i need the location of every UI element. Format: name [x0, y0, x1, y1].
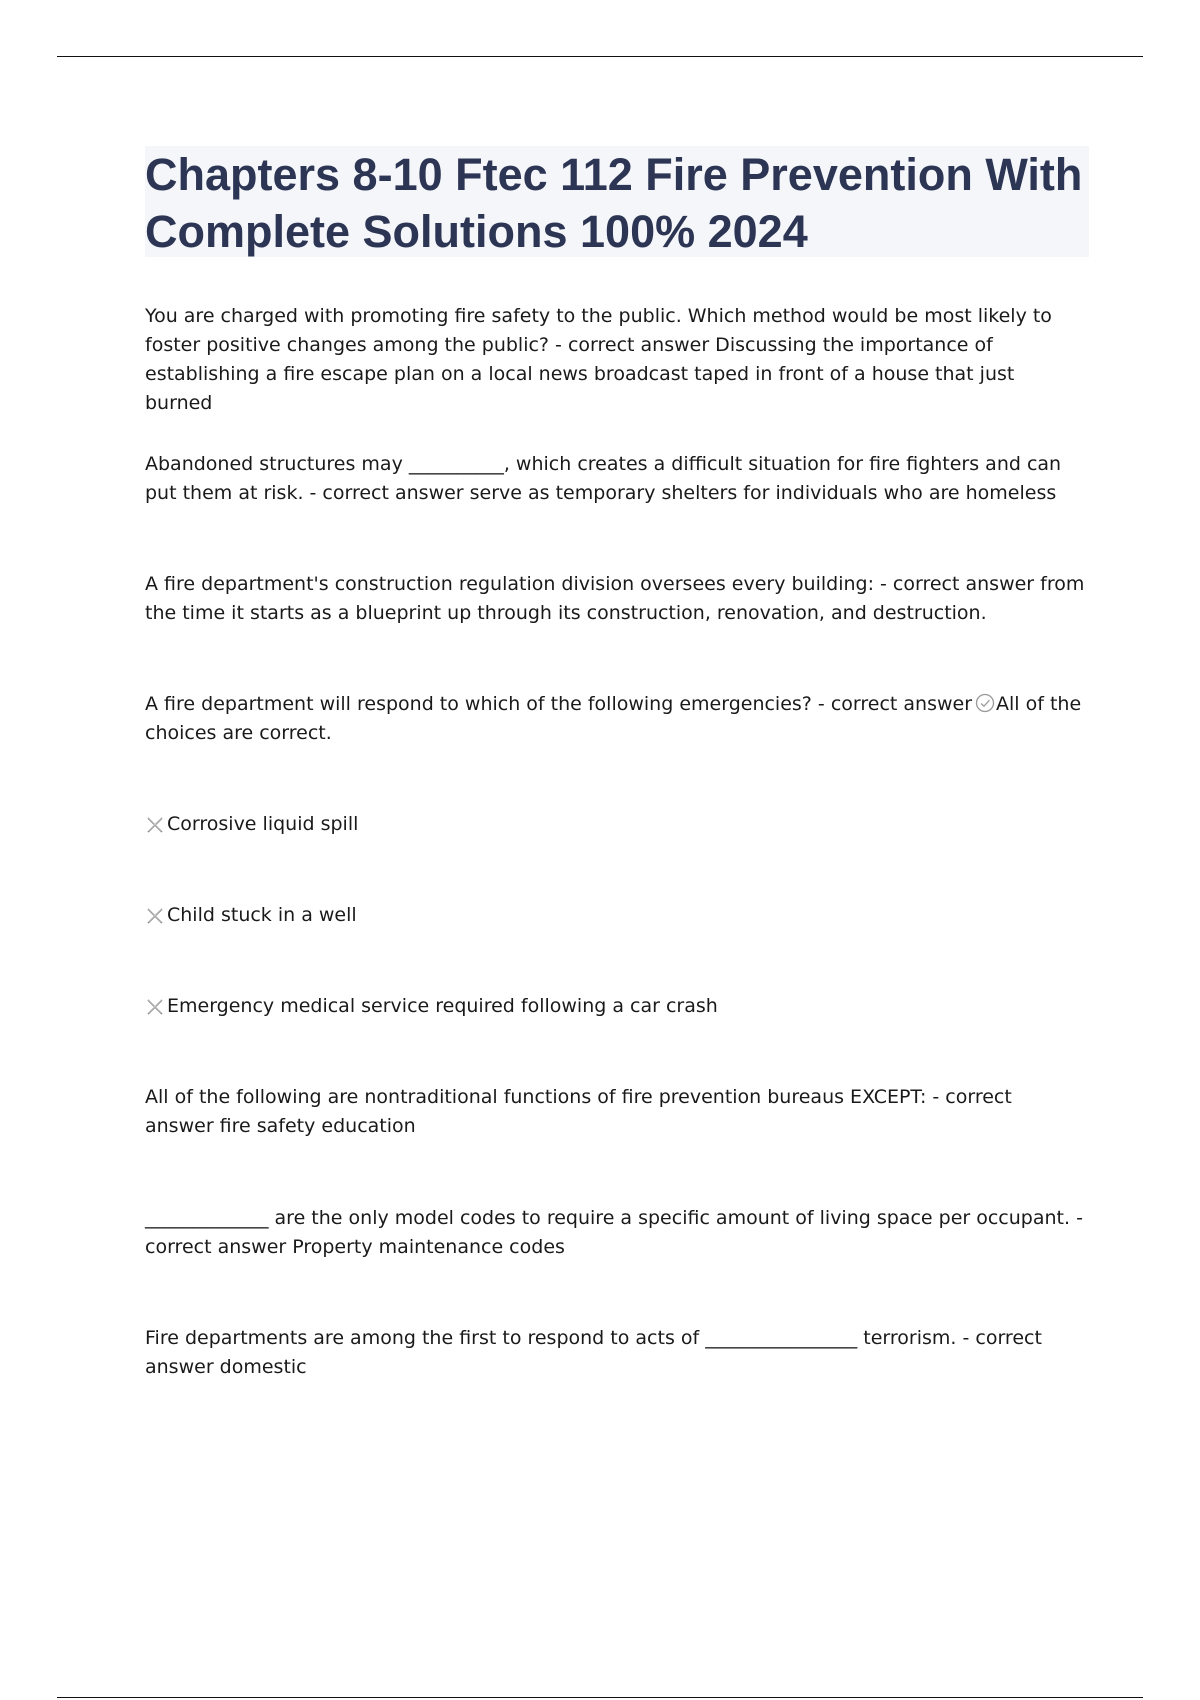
- qa-item-4-suffix: All of the choices are correct.: [145, 693, 1082, 744]
- document-title: Chapters 8-10 Ftec 112 Fire Prevention With Complete Solutions 100% 2024: [145, 149, 1083, 257]
- x-mark-icon: [145, 997, 165, 1017]
- option-text-3: Emergency medical service required following a car crash: [167, 995, 718, 1017]
- qa-item-4: [145, 690, 1085, 748]
- qa-item-4-prefix: A fire department will respond to which of the following emergencies? - correct answer: [145, 693, 973, 715]
- qa-item-3: [145, 570, 1085, 628]
- header-rule: [57, 56, 1143, 57]
- qa-item-5-text: All of the following are nontraditional functions of fire prevention bureaus EXCEPT: - correct answer fire safety education: [145, 1086, 1012, 1137]
- qa-item-5: [145, 1083, 1085, 1141]
- option-text-1: Corrosive liquid spill: [167, 813, 359, 835]
- qa-item-2: [145, 450, 1085, 508]
- qa-item-1-text: You are charged with promoting fire safety to the public. Which method would be most likely to foster positive changes among the public? - correct answer Discussing the importance of establishing a fire escape plan on a local news broadcast taped in front of a house that just burned: [145, 305, 1052, 414]
- check-circle-icon: [975, 693, 995, 713]
- qa-item-6: [145, 1204, 1085, 1262]
- qa-item-7: [145, 1324, 1085, 1382]
- qa-item-3-text: A fire department's construction regulation division oversees every building: - correct answer from the time it starts as a blueprint up through its construction, renovation, and destruction.: [145, 573, 1085, 624]
- option-item-2: [145, 901, 1085, 930]
- qa-item-7-text: Fire departments are among the first to respond to acts of ________________ terrorism. - correct answer domestic: [145, 1327, 1042, 1378]
- x-mark-icon: [145, 906, 165, 926]
- x-mark-icon: [145, 815, 165, 835]
- footer-rule: [57, 1697, 1143, 1698]
- qa-item-6-text: _____________ are the only model codes to require a specific amount of living space per occupant. - correct answer Property maintenance codes: [145, 1207, 1083, 1258]
- option-item-3: [145, 992, 1085, 1021]
- title-block: [145, 146, 1089, 257]
- option-text-2: Child stuck in a well: [167, 904, 357, 926]
- qa-item-1: [145, 302, 1085, 418]
- option-item-1: [145, 810, 1085, 839]
- qa-item-2-text: Abandoned structures may __________, which creates a difficult situation for fire fighters and can put them at risk. - correct answer serve as temporary shelters for individuals who are homeless: [145, 453, 1062, 504]
